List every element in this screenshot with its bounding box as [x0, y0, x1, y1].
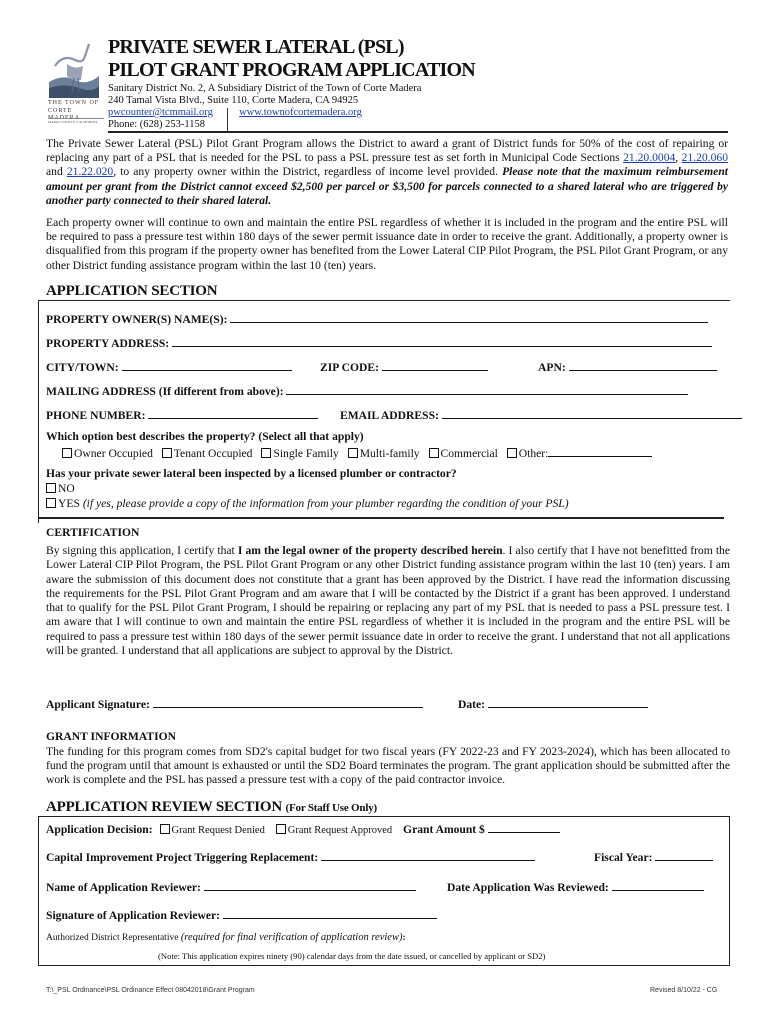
address-line: 240 Tamal Vista Blvd., Suite 110, Corte Madera, CA 94925	[108, 95, 359, 106]
title-line-2: PILOT GRANT PROGRAM APPLICATION	[108, 59, 475, 81]
town-logo	[45, 36, 103, 132]
inspection-question: Has your private sewer lateral been inspected by a licensed plumber or contractor?	[46, 467, 457, 480]
code-link-1[interactable]: 21.20.0004	[623, 151, 676, 165]
certification-text: By signing this application, I certify that I am the legal owner of the property described herein. I also certify that I have not benefitted from the Lower Lateral CIP Pilot Program, the PSL Pilot Grant Program or any other District funding assistance program within the last 10 (ten) years. I am aware the submission of this document does not constitute that a grant has been approved by the District. I have read the information discussing the requirements for the PSL Pilot Grant Program and am aware that I will be contacted by the District if a grant has been approved. I understand that to qualify for the PSL Pilot Grant Program, I should be repairing or replacing any part of my PSL that is needed to pass a PSL pressure test. I am aware that I will continue to own and maintain the entire PSL regardless of whether it is included in the program and the entire PSL will be required to pass a pressure test within 180 days of the sewer permit issuance date in order to receive the grant. I understand that not all applications will be granted. I understand that all applications are subject to approval by the District.	[46, 544, 730, 658]
approved-checkbox[interactable]	[276, 824, 286, 834]
owner-occupied-checkbox[interactable]	[62, 448, 72, 458]
mailing-address-label: MAILING ADDRESS (If different from above):	[46, 385, 284, 398]
reviewer-signature-field[interactable]	[223, 908, 437, 919]
footer-path: T:\_PSL Ordinance\PSL Ordinance Effect 08042018\Grant Program	[46, 987, 255, 994]
page-title	[108, 36, 475, 82]
city-field[interactable]	[122, 360, 292, 371]
tenant-occupied-label: Tenant Occupied	[173, 447, 253, 460]
certification-title: CERTIFICATION	[46, 526, 140, 539]
intro-paragraph-1: The Private Sewer Lateral (PSL) Pilot Grant Program allows the District to award a grant of District funds for 50% of the cost of repairing or replacing any part of a PSL that is needed for the PSL to pass a PSL pressure test as set forth in Municipal Code Sections 21.20.0004, 21.20.060 and 21.22.020, to any property owner within the District, regardless of income level provided. Please note that the maximum reimbursement amount per grant from the District cannot exceed $2,500 per parcel or $3,500 for parcels connected to a shared lateral who are triggered by another party connected to their shared lateral.	[46, 137, 729, 207]
reviewer-name-label: Name of Application Reviewer:	[46, 881, 201, 894]
inspection-yes-checkbox[interactable]	[46, 498, 56, 508]
org-line: Sanitary District No. 2, A Subsidiary District of the Town of Corte Madera	[108, 83, 422, 94]
code-link-2[interactable]: 21.20.060	[681, 151, 729, 165]
denied-label: Grant Request Denied	[171, 825, 265, 836]
application-section-title: APPLICATION SECTION	[46, 283, 218, 299]
zip-label: ZIP CODE:	[320, 361, 379, 374]
intro-paragraph-2: Each property owner will continue to own and maintain the entire PSL regardless of whether it is included in the program and the entire PSL will be required to pass a pressure test within 180 days of the sewer permit issuance date in order to receive the grant. Additionally, a property owner is disqualified from this program if the property owner has benefited from the Lower Lateral CIP Pilot Program, the PSL Pilot Grant Program, or any other District funding assistance program within the last 10 (ten) years.	[46, 216, 728, 272]
other-label: Other:	[518, 447, 549, 460]
review-section-title: APPLICATION REVIEW SECTION (For Staff Use Only)	[46, 799, 377, 815]
inspection-no-option	[46, 482, 75, 495]
title-line-1: PRIVATE SEWER LATERAL (PSL)	[108, 36, 404, 58]
owner-occupied-label: Owner Occupied	[74, 447, 153, 460]
fiscal-year-label: Fiscal Year:	[594, 851, 653, 864]
approved-label: Grant Request Approved	[287, 825, 393, 836]
logo-text-top: THE TOWN OF	[48, 100, 100, 106]
phone-label: PHONE NUMBER:	[46, 409, 146, 422]
owner-name-field[interactable]	[230, 312, 708, 323]
commercial-checkbox[interactable]	[429, 448, 439, 458]
authorized-rep-row: Authorized District Representative (required for final verification of application review):	[46, 932, 406, 943]
applicant-date-label: Date:	[458, 698, 486, 711]
mailing-address-row	[46, 384, 688, 398]
city-label: CITY/TOWN:	[46, 361, 119, 374]
cip-field[interactable]	[321, 850, 535, 861]
property-address-field[interactable]	[172, 336, 712, 347]
multi-family-checkbox[interactable]	[348, 448, 358, 458]
cip-label: Capital Improvement Project Triggering Replacement:	[46, 851, 319, 864]
inspection-no-checkbox[interactable]	[46, 483, 56, 493]
legal-owner-statement: I am the legal owner of the property described herein	[237, 544, 503, 557]
city-row	[46, 360, 292, 374]
tenant-occupied-checkbox[interactable]	[162, 448, 172, 458]
authorized-rep-label: Authorized District Representative	[46, 933, 179, 943]
fiscal-year-field[interactable]	[655, 850, 713, 861]
applicant-signature-field[interactable]	[153, 697, 423, 708]
zip-field[interactable]	[382, 360, 488, 371]
reviewer-signature-row	[46, 908, 437, 922]
inspection-no-label: NO	[58, 482, 75, 495]
email-label: EMAIL ADDRESS:	[340, 409, 439, 422]
header-info	[108, 83, 421, 107]
website-link[interactable]: www.townofcortemadera.org	[239, 107, 362, 118]
fiscal-year-row	[594, 850, 713, 864]
decision-label: Application Decision:	[46, 823, 153, 836]
applicant-date-row	[458, 697, 648, 711]
cip-row	[46, 850, 535, 864]
inspection-yes-option	[46, 497, 569, 510]
grant-info-text: The funding for this program comes from SD2's capital budget for two fiscal years (FY 2022-23 and FY 2023-2024), which has been allocated to fund the program until that amount is exhausted or until the SD2 Board terminates the program. The grant application should be submitted after the work is complete and the PSL has passed a pressure test with a copy of the paid contractor invoice.	[46, 745, 730, 787]
logo-divider	[48, 118, 104, 119]
multi-family-label: Multi-family	[359, 447, 420, 460]
email-field[interactable]	[442, 408, 742, 419]
phone-line: Phone: (628) 253-1158	[108, 119, 206, 130]
mailing-address-field[interactable]	[286, 384, 688, 395]
property-address-row	[46, 336, 712, 350]
apn-field[interactable]	[569, 360, 717, 371]
applicant-signature-label: Applicant Signature:	[46, 698, 150, 711]
property-options	[62, 446, 652, 460]
applicant-date-field[interactable]	[488, 697, 648, 708]
grant-info-title: GRANT INFORMATION	[46, 730, 177, 743]
apn-row	[538, 360, 717, 374]
apn-label: APN:	[538, 361, 566, 374]
code-link-3[interactable]: 21.22.020	[66, 165, 114, 179]
email-row	[340, 408, 742, 422]
header-separator	[227, 108, 228, 132]
review-date-field[interactable]	[612, 880, 704, 891]
authorized-rep-note: (required for final verification of application review)	[180, 932, 403, 943]
single-family-checkbox[interactable]	[261, 448, 271, 458]
owner-name-label: PROPERTY OWNER(S) NAME(S):	[46, 313, 228, 326]
decision-row	[46, 822, 560, 836]
staff-use-note: (For Staff Use Only)	[285, 802, 377, 814]
inspection-yes-label: YES	[58, 497, 80, 510]
grant-amount-field[interactable]	[488, 822, 560, 833]
reviewer-name-field[interactable]	[204, 880, 416, 891]
inspection-yes-note: (if yes, please provide a copy of the information from your plumber regarding the condition of your PSL)	[82, 497, 569, 510]
single-family-label: Single Family	[273, 447, 339, 460]
reviewer-signature-label: Signature of Application Reviewer:	[46, 909, 221, 922]
phone-field[interactable]	[148, 408, 318, 419]
logo-text-mid: CORTE	[48, 108, 73, 114]
other-checkbox[interactable]	[507, 448, 517, 458]
review-date-row	[447, 880, 704, 894]
header-rule	[108, 131, 728, 133]
zip-row	[320, 360, 488, 374]
review-date-label: Date Application Was Reviewed:	[447, 881, 609, 894]
owner-name-row	[46, 312, 708, 326]
applicant-signature-row	[46, 697, 423, 711]
property-address-label: PROPERTY ADDRESS:	[46, 337, 170, 350]
footer-revised: Revised 8/10/22 - CG	[650, 987, 718, 994]
email-link[interactable]: pwcounter@tcmmail.org	[108, 107, 213, 118]
phone-row	[46, 408, 318, 422]
property-type-question: Which option best describes the property? (Select all that apply)	[46, 430, 364, 443]
grant-amount-label: Grant Amount $	[403, 823, 485, 836]
reimbursement-note: Please note that the maximum reimbursement amount per grant from the District cannot exceed $2,500 per parcel or $3,500 for parcels connected to a shared lateral who are triggered by another party connected to their shared lateral.	[46, 165, 728, 207]
reviewer-name-row	[46, 880, 416, 894]
expiry-note: (Note: This application expires ninety (90) calendar days from the date issued, or cancelled by applicant or SD2)	[158, 951, 546, 961]
logo-text-bottom: MARIN COUNTY, CALIFORNIA	[48, 120, 98, 124]
denied-checkbox[interactable]	[160, 824, 170, 834]
commercial-label: Commercial	[440, 447, 498, 460]
header-contacts	[108, 107, 362, 131]
application-bottom-rule	[38, 517, 724, 519]
other-field[interactable]	[548, 446, 652, 457]
